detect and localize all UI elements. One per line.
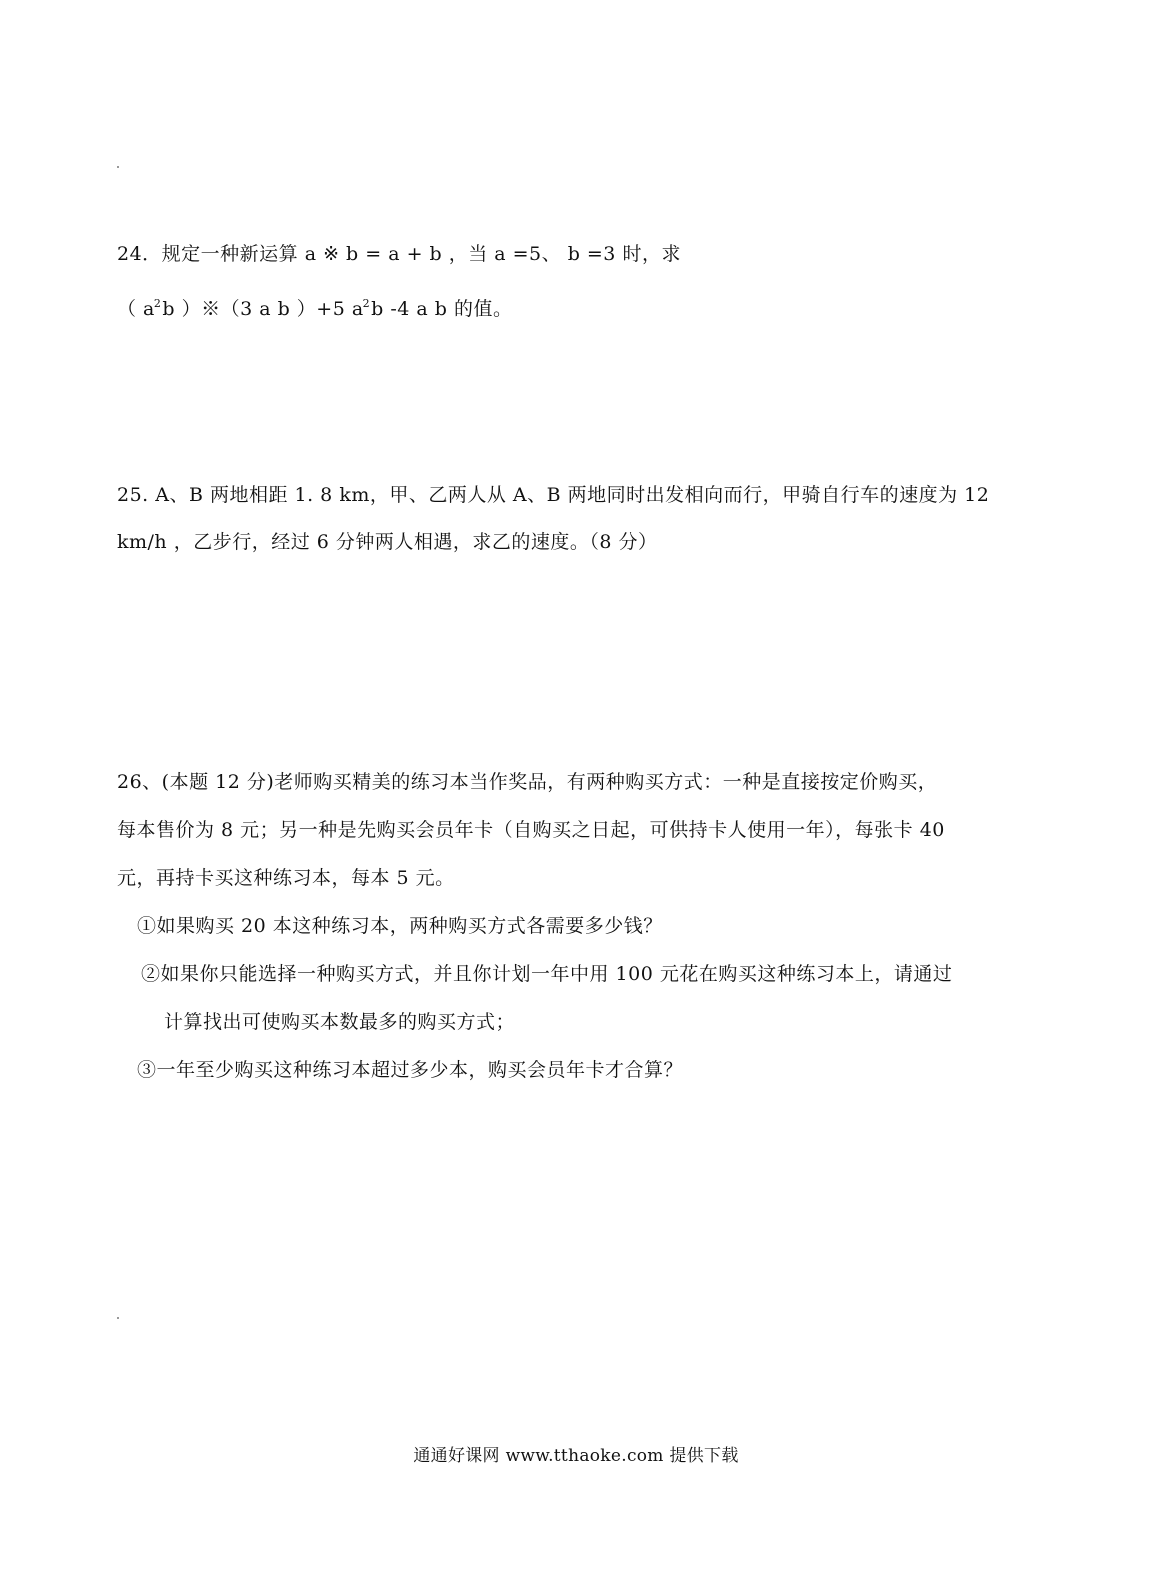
- question-26-sub-3: ③一年至少购买这种练习本超过多少本，购买会员年卡才合算？: [137, 1059, 684, 1081]
- question-25-line-1: 25. A、B 两地相距 1. 8 km，甲、乙两人从 A、B 两地同时出发相向而行，甲骑自行车的速度为 12: [117, 484, 990, 506]
- page-mark-bottom: [117, 1317, 119, 1319]
- question-26-sub-1: ①如果购买 20 本这种练习本，两种购买方式各需要多少钱？: [137, 915, 663, 937]
- question-25-line-2: km/h ，乙步行，经过 6 分钟两人相遇，求乙的速度。（8 分）: [117, 531, 658, 553]
- question-24-expr-part-1: （ a: [117, 298, 155, 320]
- question-24-line-1: 24．规定一种新运算 a ※ b = a + b ，当 a =5、 b =3 时，求: [117, 243, 681, 265]
- question-24-expr-part-3: b -4 a b 的值。: [371, 298, 513, 320]
- question-24-exponent-2: 2: [362, 297, 371, 310]
- question-26-line-3: 元，再持卡买这种练习本，每本 5 元。: [117, 867, 455, 889]
- question-24-exponent-1: 2: [153, 297, 162, 310]
- question-26-line-1: 26、(本题 12 分)老师购买精美的练习本当作奖品，有两种购买方式：一种是直接按定价购买，: [117, 771, 938, 793]
- page-mark-top: [117, 166, 119, 168]
- question-24-line-2: [117, 292, 512, 321]
- question-26-sub-2-line-2: 计算找出可使购买本数最多的购买方式；: [164, 1011, 516, 1033]
- question-26-sub-2-line-1: ②如果你只能选择一种购买方式，并且你计划一年中用 100 元花在购买这种练习本上，请通过: [141, 963, 953, 985]
- question-24-expr-part-2: b ）※（3 a b ）+5 a: [162, 298, 364, 320]
- question-26-line-2: 每本售价为 8 元；另一种是先购买会员年卡（自购买之日起，可供持卡人使用一年），每张卡 40: [117, 819, 945, 841]
- page-footer: 通通好课网 www.tthaoke.com 提供下载: [413, 1446, 739, 1466]
